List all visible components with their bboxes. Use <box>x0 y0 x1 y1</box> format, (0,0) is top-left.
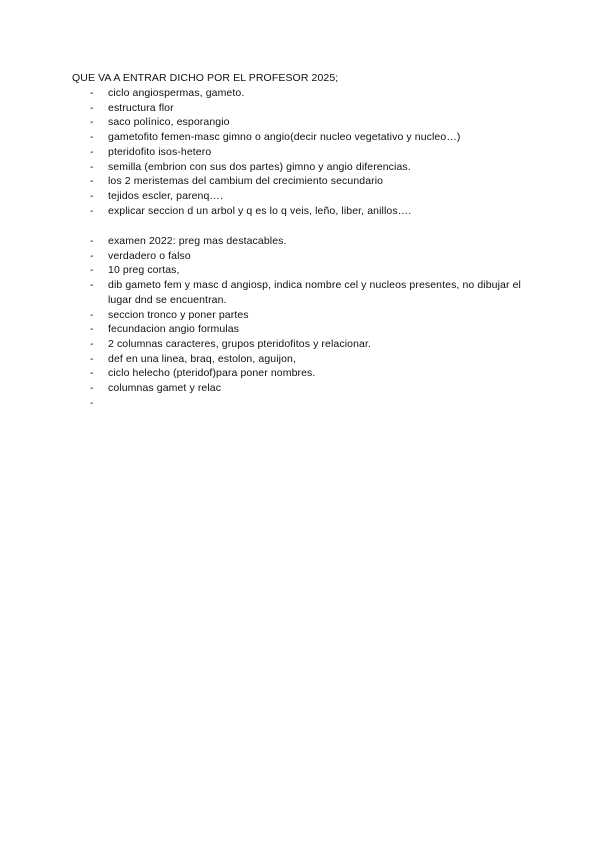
list-item <box>0 381 600 396</box>
list-item-text: explicar seccion d un arbol y q es lo q veis, leño, liber, anillos…. <box>108 204 412 217</box>
list-item <box>0 189 600 204</box>
list-item-text: pteridofito isos-hetero <box>108 145 212 158</box>
bullet-dash: - <box>90 235 94 247</box>
bullet-dash: - <box>90 264 94 277</box>
list-item-text: seccion tronco y poner partes <box>108 308 249 321</box>
bullet-dash: - <box>90 189 94 202</box>
list-item-text: semilla (embrion con sus dos partes) gimno y angio diferencias. <box>108 160 411 173</box>
list-item-text: estructura flor <box>108 101 174 114</box>
list-item <box>0 278 600 307</box>
exam-2022-notes-list <box>0 234 600 410</box>
list-item <box>0 204 600 219</box>
bullet-dash: - <box>90 160 94 173</box>
list-item-text: tejidos escler, parenq…. <box>108 189 224 202</box>
list-item-text: gametofito femen-masc gimno o angio(decir nucleo vegetativo y nucleo…) <box>108 131 461 144</box>
list-item <box>0 337 600 352</box>
list-item <box>0 308 600 323</box>
list-item <box>0 101 600 116</box>
list-item-text: los 2 meristemas del cambium del crecimiento secundario <box>108 175 384 188</box>
list-item <box>0 145 600 160</box>
bullet-dash: - <box>90 337 94 350</box>
list-item <box>0 263 600 278</box>
list-item-text: 2 columnas caracteres, grupos pteridofitos y relacionar. <box>108 337 371 350</box>
list-item-text: ciclo helecho (pteridof)para poner nombres. <box>108 367 316 380</box>
list-item-text: fecundacion angio formulas <box>108 323 240 336</box>
list-item <box>0 130 600 145</box>
bullet-dash: - <box>90 175 94 188</box>
list-item-text: columnas gamet y relac <box>108 382 222 395</box>
bullet-dash: - <box>90 396 94 409</box>
bullet-dash: - <box>90 279 94 292</box>
list-item-text: examen 2022: preg mas destacables. <box>108 235 287 247</box>
list-item <box>0 174 600 189</box>
list-item <box>0 160 600 175</box>
list-item-text: ciclo angiospermas, gameto. <box>108 87 245 99</box>
list-item <box>0 396 600 411</box>
bullet-dash: - <box>90 323 94 336</box>
list-item-text <box>108 396 528 411</box>
bullet-dash: - <box>90 249 94 262</box>
bullet-dash: - <box>90 352 94 365</box>
bullet-dash: - <box>90 145 94 158</box>
bullet-dash: - <box>90 382 94 395</box>
list-item <box>0 249 600 264</box>
bullet-dash: - <box>90 308 94 321</box>
list-item-text: saco polínico, esporangio <box>108 116 230 129</box>
list-item-text: def en una linea, braq, estolon, aguijon, <box>108 352 296 365</box>
list-item-text: 10 preg cortas, <box>108 264 180 277</box>
bullet-dash: - <box>90 116 94 129</box>
list-item <box>0 352 600 367</box>
list-item <box>0 115 600 130</box>
list-item <box>0 366 600 381</box>
list-item <box>0 86 600 101</box>
list-item-text: verdadero o falso <box>108 249 191 262</box>
document-title: QUE VA A ENTRAR DICHO POR EL PROFESOR 2025; <box>72 72 339 84</box>
list-item <box>0 322 600 337</box>
bullet-dash: - <box>90 367 94 380</box>
bullet-dash: - <box>90 87 94 99</box>
list-item-text: dib gameto fem y masc d angiosp, indica nombre cel y nucleos presentes, no dibujar el lugar dnd se encuentran. <box>108 279 521 306</box>
bullet-dash: - <box>90 204 94 217</box>
bullet-dash: - <box>90 131 94 144</box>
list-item <box>0 234 600 249</box>
bullet-dash: - <box>90 101 94 114</box>
exam-topics-list <box>0 86 600 218</box>
